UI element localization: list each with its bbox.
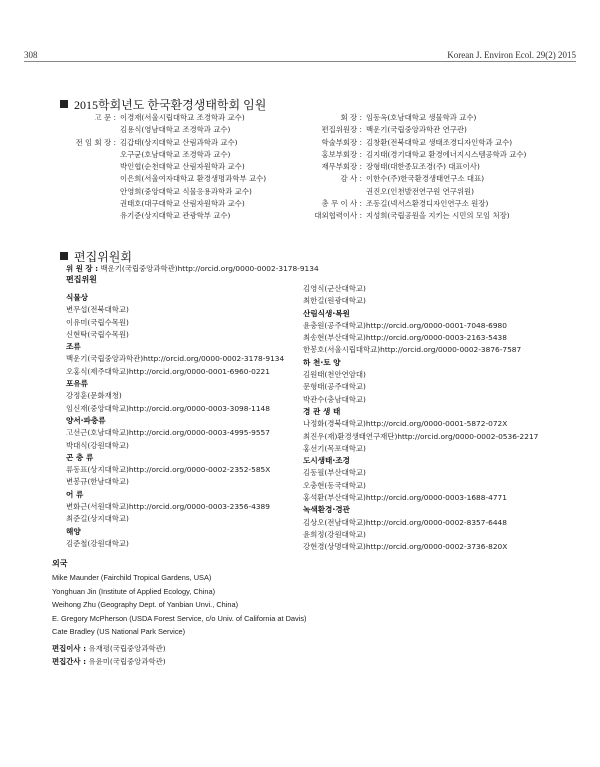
- field-category: 곤 충 류: [66, 452, 94, 462]
- officer-row: [308, 210, 526, 222]
- square-bullet-icon: [60, 252, 68, 260]
- officer-row: [308, 124, 526, 136]
- officer-row: [308, 149, 526, 161]
- member-entry: 윤충원(공주대학교)http://orcid.org/0000-0001-7048-6980: [303, 320, 507, 330]
- member-entry: 강정훈(문화재청): [66, 391, 122, 401]
- page-number: 308: [24, 50, 38, 60]
- officer-name: 안영희(중앙대학교 식물응용과학과 교수): [120, 186, 252, 196]
- member-entry: 변봉규(한남대학교): [66, 477, 129, 487]
- field-category: 조류: [66, 342, 81, 352]
- member-entry: 오충현(동국대학교): [303, 480, 366, 490]
- member-entry: 한봉호(서울시립대학교)http://orcid.org/0000-0002-3876-7587: [303, 345, 522, 355]
- foreign-member: E. Gregory McPherson (USDA Forest Service, c/o Univ. of California at Davis): [52, 613, 307, 623]
- officer-name: 권진오(인천발전연구원 연구위원): [366, 186, 475, 196]
- foreign-heading: 외국: [52, 559, 68, 568]
- member-entry: 나정화(경북대학교)http://orcid.org/0000-0001-5872-072X: [303, 419, 508, 429]
- officer-role: 회 장 :: [340, 113, 362, 122]
- officer-role: 재무부회장 :: [321, 162, 362, 172]
- member-entry: 오홍식(제주대학교)http://orcid.org/0000-0001-6960-0221: [66, 366, 270, 376]
- journal-citation: Korean J. Environ Ecol. 29(2) 2015: [447, 50, 576, 60]
- editorial-left-column: [66, 292, 284, 550]
- member-entry: 고선근(호남대학교)http://orcid.org/0000-0003-4995-9557: [66, 428, 270, 438]
- editorial-secretary: 편집간사 : 유윤미(국립중앙과학관): [52, 657, 166, 666]
- member-entry: 홍선기(목포대학교): [303, 443, 366, 453]
- member-entry: 최송현(부산대학교)http://orcid.org/0000-0003-2163-5438: [303, 333, 507, 343]
- officer-name: 박인협(순천대학교 산림자원학과 교수): [120, 162, 245, 172]
- field-category: 경 관 생 태: [303, 406, 341, 416]
- member-entry: 강현경(상명대학교)http://orcid.org/0000-0002-3736-820X: [303, 542, 508, 552]
- officer-row: [308, 173, 526, 185]
- foreign-members: [52, 571, 307, 639]
- foreign-member: Cate Bradley (US National Park Service): [52, 627, 186, 636]
- member-entry: 박대식(강원대학교): [66, 440, 129, 450]
- editorial-right-column: [303, 283, 538, 554]
- member-entry: 백운기(국립중앙과학관)http://orcid.org/0000-0002-3178-9134: [66, 354, 285, 364]
- officer-row: [66, 112, 266, 124]
- field-category: 도시생태·조경: [303, 456, 350, 466]
- member-entry: 박관수(충남대학교): [303, 394, 366, 404]
- foreign-member: Mike Maunder (Fairchild Tropical Gardens, USA): [52, 573, 212, 582]
- member-entry: 최준길(상지대학교): [66, 514, 129, 524]
- member-entry: 윤희정(강원대학교): [303, 529, 366, 539]
- officer-role: 편집위원장 :: [321, 125, 362, 135]
- member-entry: 홍석환(부산대학교)http://orcid.org/0000-0003-1688-4771: [303, 493, 507, 503]
- member-entry: 김영식(군산대학교): [303, 284, 366, 293]
- officer-row: [308, 186, 526, 198]
- field-category: 해양: [66, 526, 81, 536]
- square-bullet-icon: [60, 100, 68, 108]
- member-entry: 최진우(재)환경생태연구재단)http://orcid.org/0000-0002-0536-2217: [303, 431, 539, 441]
- officer-name: 이한수(주)한국환경생태연구소 대표): [366, 174, 485, 184]
- officer-name: 김용식(영남대학교 조경학과 교수): [120, 125, 231, 135]
- officer-name: 김갑태(상지대학교 산림과학과 교수): [120, 137, 238, 147]
- officer-name: 오구균(호남대학교 조경학과 교수): [120, 149, 231, 159]
- member-entry: 최한길(원광대학교): [303, 296, 366, 306]
- officers-right-column: [308, 112, 526, 223]
- field-category: 산림식생·복원: [303, 308, 350, 318]
- officer-row: [66, 149, 266, 161]
- member-entry: 김준철(강원대학교): [66, 538, 129, 548]
- officer-row: [308, 198, 526, 210]
- officer-name: 유기준(상지대학교 관광학부 교수): [120, 211, 231, 221]
- foreign-member: Yonghuan Jin (Institute of Applied Ecology, China): [52, 586, 216, 596]
- members-heading: 편집위원: [66, 275, 97, 284]
- field-category: 양서·파충류: [66, 415, 106, 425]
- officer-row: [308, 112, 526, 124]
- officer-name: 이은희(서울여자대학교 환경생명과학부 교수): [120, 174, 267, 184]
- foreign-member: Weihong Zhu (Geography Dept. of Yanbian Unvi., China): [52, 600, 239, 609]
- field-category: 녹색환경·경관: [303, 505, 350, 515]
- member-entry: 변무섭(전북대학교): [66, 305, 129, 315]
- officer-role: 감 사 :: [340, 174, 362, 184]
- officer-role: 전 임 회 장 :: [75, 137, 116, 147]
- editorial-director: 편집이사 : 유재평(국립중앙과학관): [52, 644, 166, 653]
- officer-name: 김창환(전북대학교 생태조경디자인학과 교수): [366, 137, 513, 147]
- officer-row: [66, 161, 266, 173]
- officer-role: 고 문 :: [94, 113, 116, 122]
- officer-role: 총 무 이 사 :: [321, 199, 362, 209]
- officer-row: [66, 186, 266, 198]
- member-entry: 임신재(중앙대학교)http://orcid.org/0000-0003-3098-1148: [66, 403, 270, 413]
- officer-name: 권태호(대구대학교 산림자원학과 교수): [120, 199, 245, 209]
- member-entry: 이유미(국립수목원): [66, 317, 129, 327]
- field-category: 포유류: [66, 379, 89, 389]
- officers-left-column: [66, 112, 266, 223]
- officer-name: 장형태(대한종묘조경(주) 대표이사): [366, 162, 480, 172]
- officer-name: 이경재(서울시립대학교 조경학과 교수): [120, 113, 245, 122]
- officer-row: [66, 198, 266, 210]
- field-category: 하 천·토 양: [303, 357, 341, 367]
- officer-name: 김지태(경기대학교 환경에너지시스템공학과 교수): [366, 149, 527, 159]
- officer-role: 홍보부회장 :: [321, 149, 362, 159]
- officer-row: [66, 137, 266, 149]
- officer-row: [66, 210, 266, 222]
- officer-row: [308, 137, 526, 149]
- member-entry: 김동필(부산대학교): [303, 468, 366, 478]
- officer-name: 백운기(국립중앙과학관 연구관): [366, 125, 467, 135]
- officer-name: 조동길(넥서스환경디자인연구소 원장): [366, 199, 489, 209]
- member-entry: 변화근(서원대학교)http://orcid.org/0000-0003-2356-4389: [66, 502, 270, 512]
- header-rule: [24, 61, 576, 62]
- editorial-heading: 편집위원회: [60, 248, 132, 265]
- officer-row: [308, 161, 526, 173]
- member-entry: 신현탁(국립수목원): [66, 329, 129, 339]
- member-entry: 김상오(전남대학교)http://orcid.org/0000-0002-8357-6448: [303, 517, 507, 527]
- officer-name: 지성희(국립공원을 지키는 시민의 모임 처장): [366, 211, 510, 221]
- officer-row: [66, 173, 266, 185]
- officers-heading: 2015학회년도 한국환경생태학회 임원: [60, 96, 266, 113]
- officer-row: [66, 124, 266, 136]
- field-category: 식물상: [66, 293, 89, 302]
- editorial-chair: 위 원 장 : 백운기(국립중앙과학관)http://orcid.org/0000-0002-3178-9134: [66, 264, 319, 273]
- member-entry: 김원태(천안연암대): [303, 370, 366, 380]
- member-entry: 문형태(공주대학교): [303, 382, 366, 392]
- officer-role: 대외협력이사 :: [314, 211, 362, 221]
- officer-role: 학술부회장 :: [321, 137, 362, 147]
- officer-name: 임동옥(호남대학교 생물학과 교수): [366, 113, 477, 122]
- field-category: 어 류: [66, 489, 84, 499]
- member-entry: 류동표(상지대학교)http://orcid.org/0000-0002-2352-585X: [66, 465, 271, 475]
